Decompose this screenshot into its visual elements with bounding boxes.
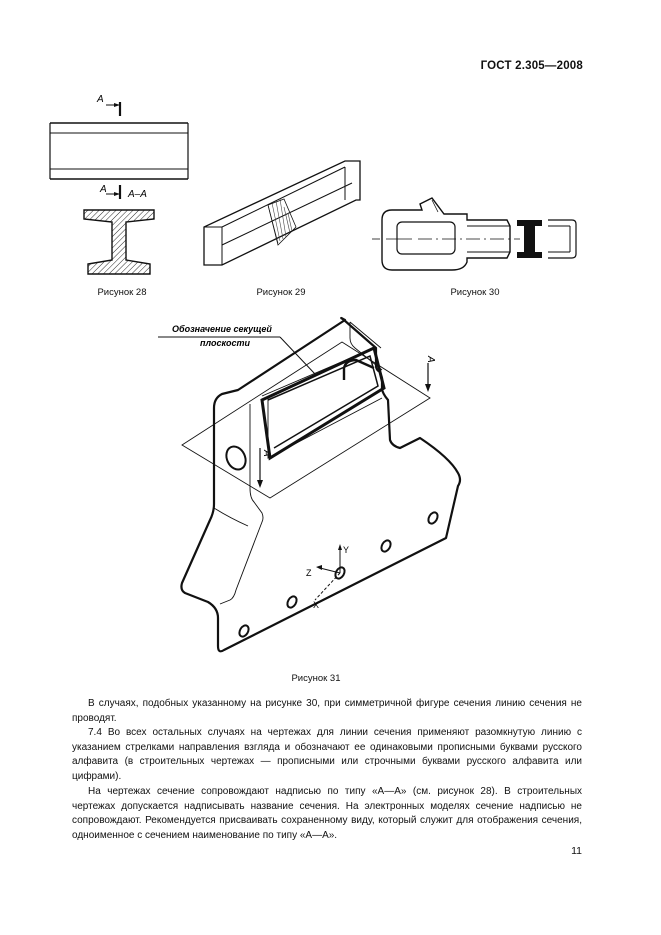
- page-number: 11: [571, 845, 582, 857]
- axis-x-label: X: [313, 600, 320, 610]
- section-view-label: А–А: [128, 189, 147, 200]
- callout-text-1: Обозначение секущей: [172, 324, 272, 334]
- paragraph-section-label: На чертежах сечение сопровождают надписью по типу «А—А» (см. рисунок 28). В строительных чертежах допускается надписывать название сечения. На электронных моделях сечение надписью не сопровождают. Рекомендуется присваивать сохраненному виду, который служит для отображения сечения, одноименное с сечением наименование по типу «А—А».: [72, 786, 582, 841]
- figure-31-caption: Рисунок 31: [291, 673, 341, 684]
- figure-28-drawing: [40, 88, 200, 283]
- figure-30-drawing: [372, 190, 587, 280]
- paragraph-symmetric-section: В случаях, подобных указанному на рисунке 30, при симметричной фигуре сечения линию сечения не проводят.: [72, 698, 582, 724]
- axis-z-label: Z: [306, 568, 312, 578]
- callout-text-2: плоскости: [200, 338, 251, 348]
- document-header: ГОСТ 2.305—2008: [480, 60, 583, 72]
- figure-31-drawing: [150, 308, 470, 658]
- section-label-a2: А: [100, 184, 107, 195]
- section-arrow-label-left: А: [261, 450, 272, 457]
- section-label-a: А: [97, 94, 104, 105]
- figure-30-caption: Рисунок 30: [450, 287, 500, 298]
- paragraph-7-4: 7.4 Во всех остальных случаях на чертежах для линии сечения применяют разомкнутую линию с указанием стрелками направления взгляда и обозначают ее одинаковыми прописными буквами русского алфавита (в строительных чертежах — прописными или строчными буквами русского алфавита или цифрами).: [72, 727, 582, 782]
- figure-29-drawing: [200, 155, 370, 275]
- figure-28-caption: Рисунок 28: [97, 287, 147, 298]
- section-arrow-label-right: А: [425, 356, 436, 363]
- figure-29-caption: Рисунок 29: [256, 287, 306, 298]
- axis-y-label: Y: [343, 545, 350, 555]
